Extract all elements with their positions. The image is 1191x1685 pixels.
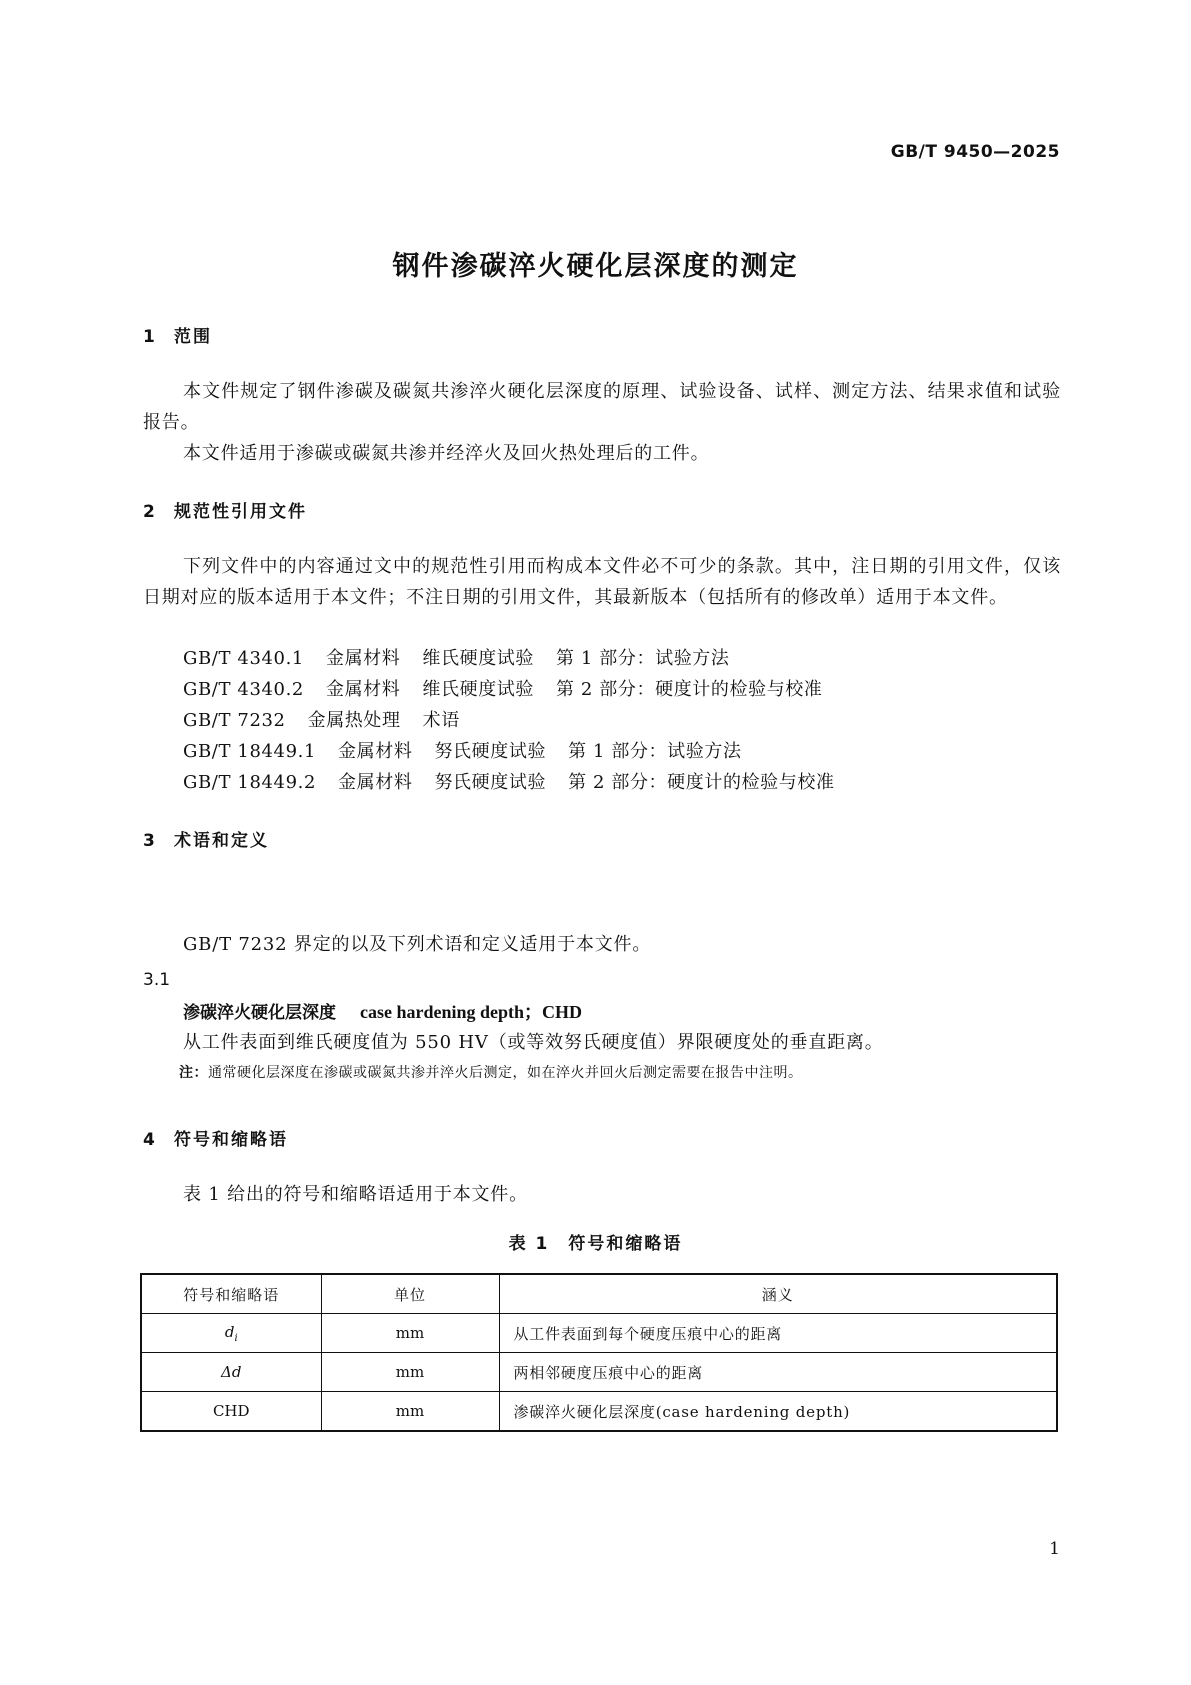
- table-row: [141, 1392, 1057, 1432]
- ref-title-2: 术语: [422, 710, 460, 731]
- table-header-row: [141, 1274, 1057, 1314]
- ref-code: GB/T 4340.2: [183, 679, 304, 700]
- ref-title-1: 金属热处理: [307, 710, 401, 731]
- table-caption: 表 1 符号和缩略语: [508, 1234, 683, 1254]
- ref-code: GB/T 18449.2: [183, 772, 317, 793]
- symbol-cell: [141, 1353, 321, 1392]
- normative-reference: [183, 644, 730, 670]
- note-text: 通常硬化层深度在渗碳或碳氮共渗并淬火后测定，如在淬火并回火后测定需要在报告中注明。: [208, 1065, 803, 1081]
- ref-code: GB/T 7232: [183, 710, 286, 731]
- section-2-heading: [143, 497, 307, 522]
- ref-title-3: 第 2 部分：硬度计的检验与校准: [568, 772, 835, 793]
- ref-title-1: 金属材料: [338, 741, 413, 762]
- section-number: 3: [143, 831, 157, 851]
- meaning-cell: 两相邻硬度压痕中心的距离: [499, 1353, 1057, 1392]
- normative-reference: [183, 768, 835, 794]
- ref-title-3: 第 2 部分：硬度计的检验与校准: [556, 679, 823, 700]
- normative-reference: [183, 737, 742, 763]
- ref-title-2: 努氏硬度试验: [434, 741, 547, 762]
- term-english: case hardening depth；CHD: [360, 1002, 583, 1022]
- table-row: [141, 1314, 1057, 1353]
- section-title: 规范性引用文件: [174, 502, 307, 522]
- symbol: Δd: [221, 1363, 242, 1381]
- ref-title-2: 维氏硬度试验: [422, 679, 534, 700]
- note-label: 注：: [179, 1065, 208, 1081]
- section-3-paragraph-1: GB/T 7232 界定的以及下列术语和定义适用于本文件。: [183, 934, 652, 955]
- table-header-cell: 涵义: [499, 1274, 1057, 1314]
- document-title: 钢件渗碳淬火硬化层深度的测定: [392, 251, 799, 282]
- symbol-subscript: i: [234, 1332, 238, 1344]
- section-title: 符号和缩略语: [174, 1130, 288, 1150]
- section-title: 范围: [174, 327, 212, 347]
- section-1-paragraph-1: 本文件规定了钢件渗碳及碳氮共渗淬火硬化层深度的原理、试验设备、试样、测定方法、结果求值和试验报告。: [143, 381, 1061, 433]
- ref-title-2: 维氏硬度试验: [422, 648, 534, 669]
- section-4-heading: [143, 1125, 288, 1150]
- meaning-cell: 从工件表面到每个硬度压痕中心的距离: [499, 1314, 1057, 1353]
- normative-reference: [183, 706, 460, 732]
- symbols-table: [140, 1273, 1058, 1432]
- term-number: 3.1: [143, 970, 171, 990]
- ref-title-1: 金属材料: [338, 772, 413, 793]
- table-header-cell: 符号和缩略语: [141, 1274, 321, 1314]
- term-chinese: 渗碳淬火硬化层深度: [183, 1003, 336, 1023]
- normative-reference: [183, 675, 823, 701]
- standard-number: GB/T 9450—2025: [890, 142, 1060, 162]
- term-entry: [183, 998, 582, 1024]
- symbol-cell: [141, 1314, 321, 1353]
- ref-title-2: 努氏硬度试验: [434, 772, 547, 793]
- ref-code: GB/T 18449.1: [183, 741, 317, 762]
- section-1-paragraph-2: 本文件适用于渗碳或碳氮共渗并经淬火及回火热处理后的工件。: [183, 443, 710, 464]
- unit-cell: mm: [321, 1353, 499, 1392]
- section-number: 2: [143, 502, 157, 522]
- section-title: 术语和定义: [174, 831, 269, 851]
- section-2-paragraph-1: 下列文件中的内容通过文中的规范性引用而构成本文件必不可少的条款。其中，注日期的引用文件，仅该日期对应的版本适用于本文件；不注日期的引用文件，其最新版本（包括所有的修改单）适用于本文件。: [143, 556, 1061, 608]
- section-1-heading: [143, 322, 212, 347]
- term-note: [179, 1062, 803, 1082]
- section-3-heading: [143, 826, 269, 851]
- ref-title-1: 金属材料: [325, 679, 401, 700]
- symbol-cell: CHD: [141, 1392, 321, 1432]
- meaning-cell: 渗碳淬火硬化层深度(case hardening depth): [499, 1392, 1057, 1432]
- unit-cell: mm: [321, 1314, 499, 1353]
- table-header-cell: 单位: [321, 1274, 499, 1314]
- page-number: 1: [1049, 1539, 1060, 1559]
- ref-title-3: 第 1 部分：试验方法: [568, 741, 742, 762]
- term-definition: 从工件表面到维氏硬度值为 550 HV（或等效努氏硬度值）界限硬度处的垂直距离。: [183, 1032, 884, 1053]
- ref-code: GB/T 4340.1: [183, 648, 304, 669]
- section-4-paragraph-1: 表 1 给出的符号和缩略语适用于本文件。: [183, 1184, 528, 1205]
- section-number: 1: [143, 327, 157, 347]
- symbol: d: [224, 1322, 235, 1341]
- unit-cell: mm: [321, 1392, 499, 1432]
- section-number: 4: [143, 1130, 157, 1150]
- ref-title-1: 金属材料: [325, 648, 401, 669]
- table-row: [141, 1353, 1057, 1392]
- ref-title-3: 第 1 部分：试验方法: [556, 648, 730, 669]
